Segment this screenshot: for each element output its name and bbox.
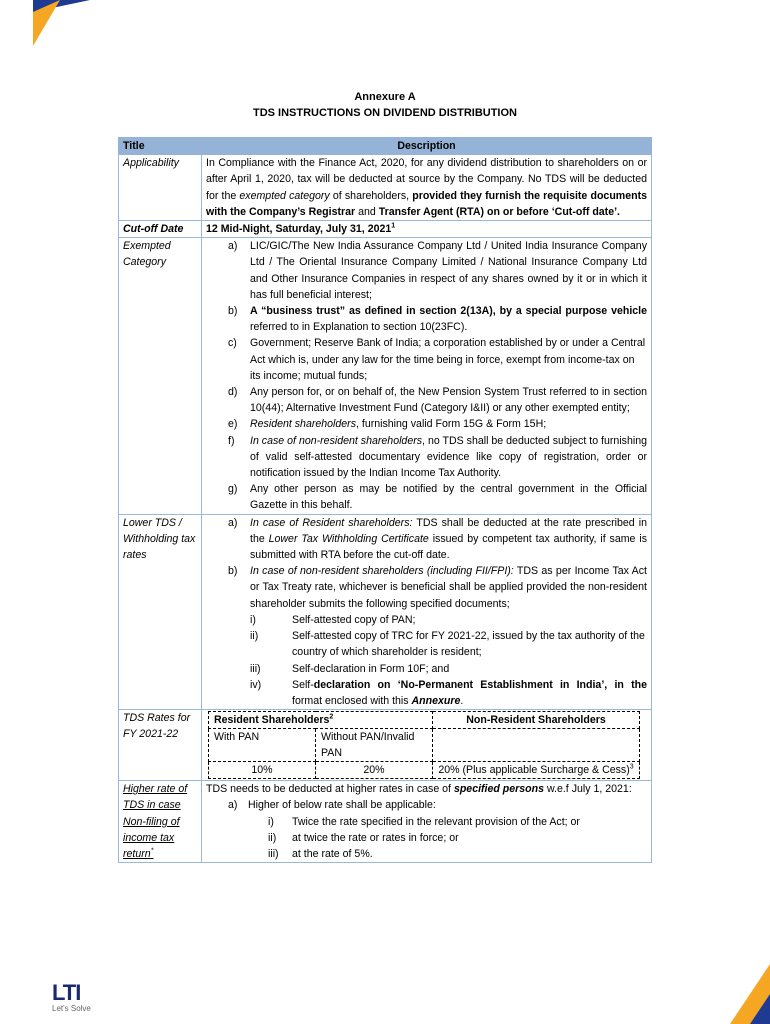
list-item: d) Any person for, or on behalf of, the New Pension System Trust referred to in section 10(44); Alternative Investment Fund (Category I&II) or any other exempted entity;	[228, 386, 647, 415]
tds-rates-cell	[202, 710, 652, 781]
list-item: b) In case of non-resident shareholders (including FII/FPI): TDS as per Income Tax Act or Tax Treaty rate, whichever is beneficial shall be applied provided the non-resident shareholder submits the following specified documents;	[228, 565, 647, 610]
title-column-header: Title	[119, 138, 202, 155]
list-item: ii) at twice the rate or rates in force; or	[268, 831, 459, 844]
resident-shareholders-header: Resident Shareholders$^2$	[209, 712, 433, 729]
list-item: b) A “business trust” as defined in section 2(13A), by a special purpose vehicle referred to in Explanation to section 10(23FC).	[228, 305, 647, 334]
higher-rate-description: TDS needs to be deducted at higher rates in case of specified persons w.e.f July 1, 2021: a) Higher of below rate shall be applicable: i) Twice the rate specified in the relevant provision of the Act; or ii) at twice the rate or rates in force; or iii) at the rate of 5%.	[202, 781, 652, 863]
list-item: iii) Self-declaration in Form 10F; and	[250, 662, 450, 675]
list-item: a) In case of Resident shareholders: TDS shall be deducted at the rate prescribed in the Lower Tax Withholding Certificate issued by competent tax authority, if same is submitted with RTA before the cut-off date.	[228, 516, 647, 562]
corner-decoration-top-left	[0, 0, 90, 50]
table-row	[119, 710, 652, 781]
row-title-exempted-category: Exempted Category	[119, 238, 202, 514]
rates-header-row	[209, 712, 640, 729]
table-row	[119, 238, 652, 514]
row-title-lower-tds: Lower TDS / Withholding tax rates	[119, 514, 202, 709]
row-title-cutoff-date: Cut-off Date	[119, 221, 202, 238]
list-item: iv) Self-declaration on ‘No-Permanent Establishment in India’, in the format enclosed with this Annexure.	[250, 678, 647, 707]
lower-tds-description	[202, 514, 652, 709]
rates-value-row	[209, 762, 640, 779]
nonresident-rate: 20% (Plus applicable Surcharge & Cess)$^3$	[433, 762, 640, 779]
tds-instructions-table	[118, 137, 652, 863]
table-row	[119, 781, 652, 863]
table-row	[119, 514, 652, 709]
nonresident-shareholders-header: Non-Resident Shareholders	[433, 712, 640, 729]
with-pan-label: With PAN	[209, 729, 316, 762]
list-item: i) Self-attested copy of PAN;	[250, 613, 416, 626]
row-title-higher-rate: Higher rate of TDS in case Non-filing of income tax return*	[119, 781, 202, 863]
list-item: a) Higher of below rate shall be applicable:	[228, 799, 436, 812]
tds-rates-table	[208, 711, 640, 779]
list-item: iii) at the rate of 5%.	[268, 847, 373, 860]
cutoff-date-value: 12 Mid-Night, Saturday, July 31, 2021$^1$	[202, 221, 652, 238]
annexure-title: Annexure A	[354, 91, 416, 103]
table-row	[119, 221, 652, 238]
list-item: ii) Self-attested copy of TRC for FY 2021-22, issued by the tax authority of the country of which shareholder is resident;	[250, 630, 645, 659]
logo-mark: LTI	[52, 980, 81, 1005]
with-pan-rate: 10%	[209, 762, 316, 779]
lti-logo	[52, 980, 91, 1013]
logo-tagline: Let's Solve	[52, 1004, 91, 1013]
exempted-category-list	[202, 238, 652, 514]
list-item: f) In case of non-resident shareholders, no TDS shall be deducted subject to furnishing of valid self-attested documentary evidence like copy of registration, order or notification issued by the Indian Income Tax Authority.	[228, 434, 647, 480]
corner-decoration-bottom-right	[700, 964, 770, 1024]
list-item: i) Twice the rate specified in the relevant provision of the Act; or	[268, 815, 580, 828]
list-item: c) Government; Reserve Bank of India; a corporation established by or under a Central Act which is, under any law for the time being in force, exempt from income-tax on its income; mutual funds;	[228, 337, 646, 382]
without-pan-rate: 20%	[316, 762, 433, 779]
list-item: g) Any other person as may be notified by the central government in the Official Gazette in this behalf.	[228, 483, 647, 512]
document-title: TDS INSTRUCTIONS ON DIVIDEND DISTRIBUTION	[252, 107, 517, 119]
table-row	[119, 155, 652, 221]
nonresident-subheader-empty	[433, 729, 640, 762]
rates-subheader-row	[209, 729, 640, 762]
without-pan-label: Without PAN/Invalid PAN	[316, 729, 433, 762]
applicability-description: In Compliance with the Finance Act, 2020, for any dividend distribution to shareholders on or after April 1, 2020, tax will be deducted at source by the Company. No TDS will be deducted for the exempted category of shareholders, provided they furnish the requisite documents with the Company’s Registrar and Transfer Agent (RTA) on or before ‘Cut-off date’.	[202, 155, 652, 221]
description-column-header: Description	[202, 138, 652, 155]
list-item: a) LIC/GIC/The New India Assurance Company Ltd / United India Insurance Company Ltd / The Oriental Insurance Company Limited / National Insurance Company Ltd and Other Insurance Companies in respect of any shares owned by it or in which it has full beneficial interest;	[228, 240, 647, 301]
row-title-applicability: Applicability	[119, 155, 202, 221]
list-item: e) Resident shareholders, furnishing valid Form 15G & Form 15H;	[228, 418, 547, 431]
table-header-row	[119, 138, 652, 155]
row-title-tds-rates: TDS Rates for FY 2021-22	[119, 710, 202, 781]
